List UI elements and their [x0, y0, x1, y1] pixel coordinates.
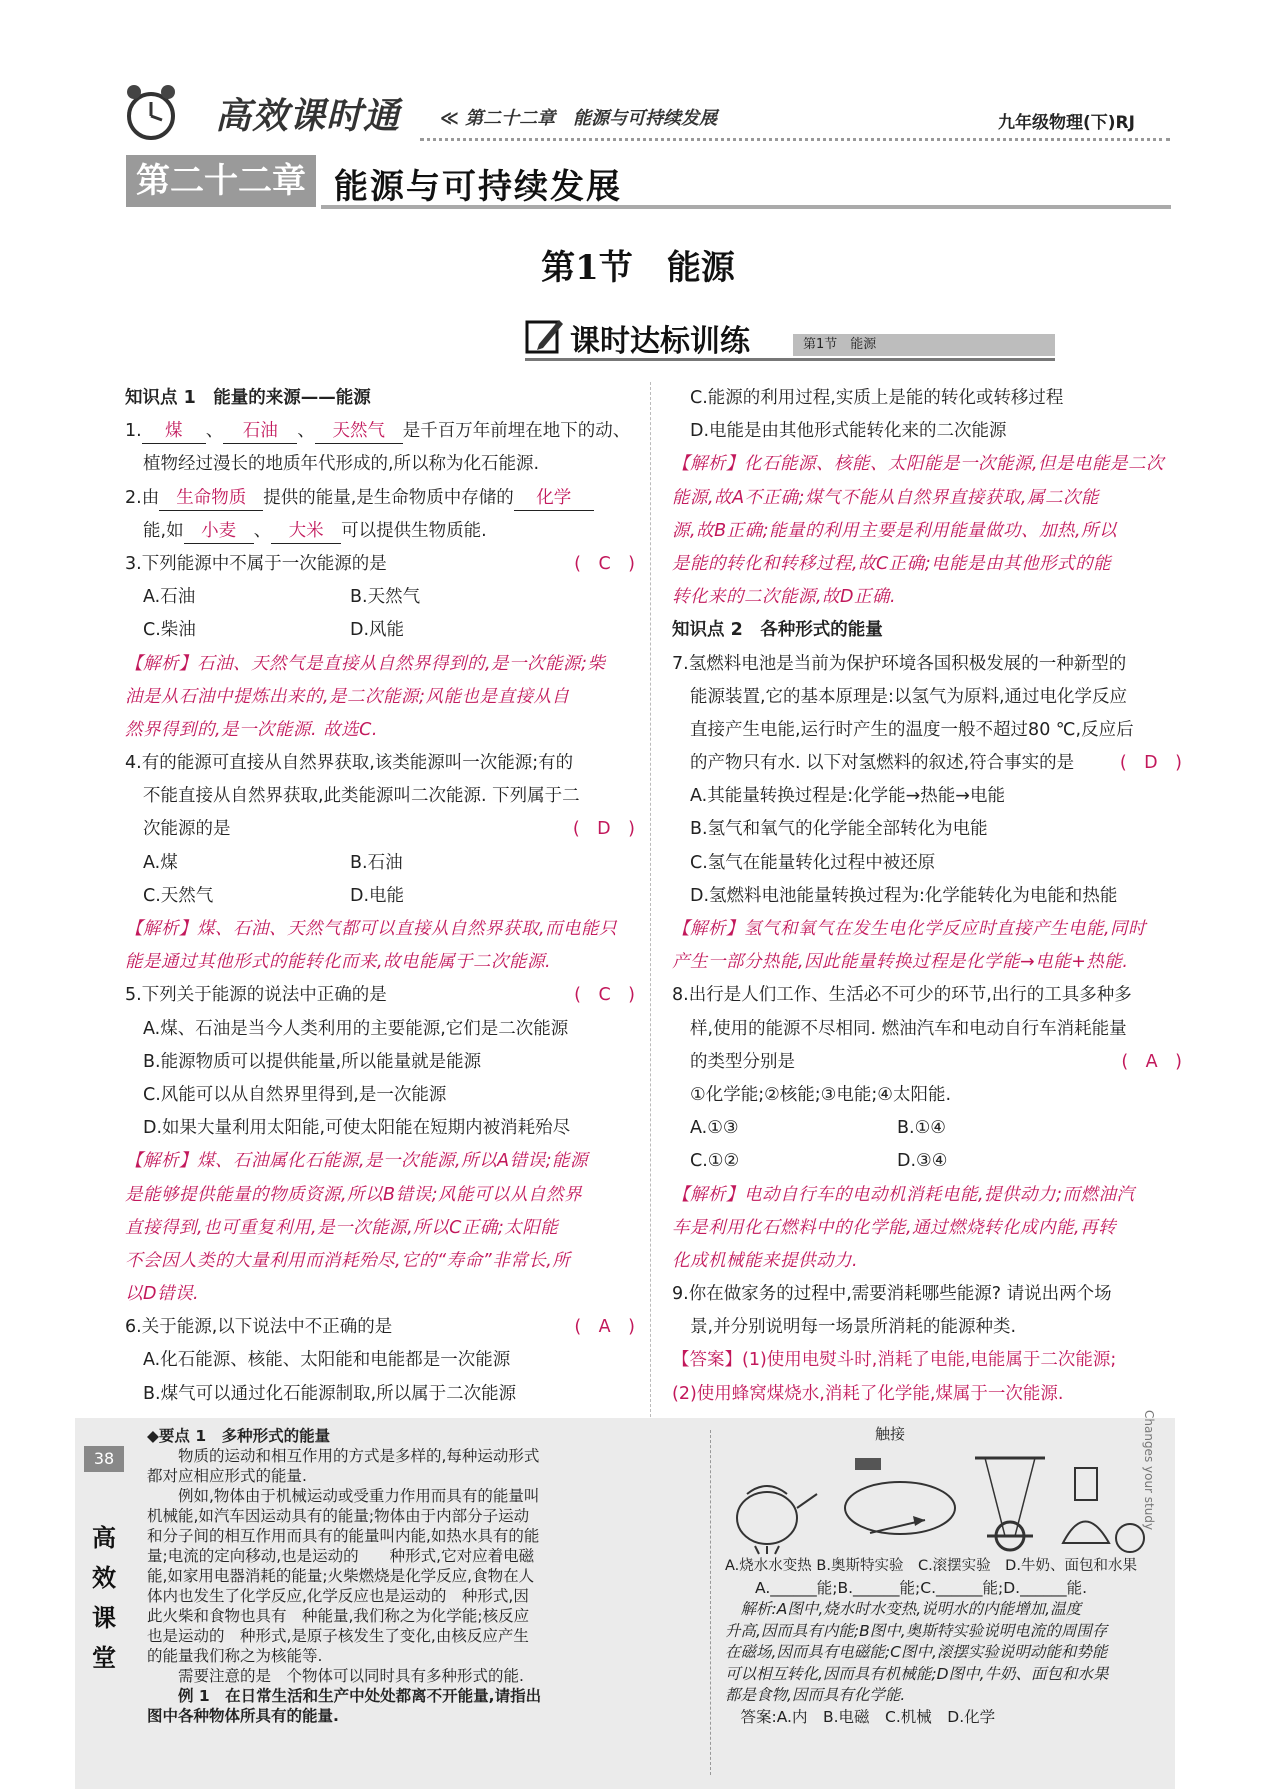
option-b: B.煤气可以通过化石能源制取,所以属于二次能源 [143, 1383, 517, 1404]
question-5: 5.下列关于能源的说法中正确的是 ( C ) [125, 979, 635, 1012]
question-7: 7.氢燃料电池是当前为保护环境各国积极发展的一种新型的 [672, 653, 1127, 674]
blank-4: 大米 [271, 519, 341, 544]
question-4-line: 次能源的是 ( D ) [125, 813, 635, 846]
option-c: C.柴油 [143, 620, 196, 641]
section-title: 第1节 能源 [541, 248, 735, 288]
knowledge-point-2: 知识点 2 各种形式的能量 [672, 620, 883, 641]
question-1: 1. 煤 、 石油 、 天然气 是千百万年前埋在地下的动、 [125, 415, 635, 448]
question-9: 9.你在做家务的过程中,需要消耗哪些能源? 请说出两个场 [672, 1284, 1112, 1305]
solution-line: 可以相互转化,因而具有机械能;D图中,牛奶、面包和水果 [725, 1664, 1109, 1683]
question-8-line: 样,使用的能源不尽相同. 燃油汽车和电动自行车消耗能量 [690, 1018, 1127, 1039]
option-a: A.煤 [143, 852, 178, 873]
chapter-title: 能源与可持续发展 [334, 167, 622, 207]
side-char: 高 [92, 1524, 116, 1552]
blank-3: 小麦 [184, 519, 254, 544]
question-7-line: 能源装置,它的基本原理是:以氢气为原料,通过电化学反应 [690, 686, 1128, 707]
explanation-line: 能源,故A不正确;煤气不能从自然界直接获取,属二次能 [672, 487, 1099, 508]
answer: ( D ) [572, 819, 635, 840]
header-divider [420, 138, 1170, 141]
pencil-icon [525, 316, 565, 356]
option-a: A.①③ [690, 1118, 739, 1139]
text-line: 的能量我们称之为核能等. [147, 1647, 323, 1665]
option-b: B.①④ [897, 1118, 946, 1139]
experiments-illustration-icon [725, 1438, 1165, 1556]
key-point-text [147, 1426, 692, 1726]
header-grade: 九年级物理(下)RJ [998, 113, 1135, 133]
figure-blanks: A.______能;B.______能;C.______能;D.______能. [755, 1578, 1088, 1597]
question-2: 2.由 生命物质 提供的能量,是生命物质中存储的 化学 [125, 482, 635, 515]
header-chapter-ref: ≪ 第二十二章 能源与可持续发展 [440, 108, 718, 129]
side-char: 堂 [92, 1644, 116, 1672]
solution-line: 在磁场,因而具有电磁能;C图中,滚摆实验说明动能和势能 [725, 1643, 1108, 1661]
text-line: 也是运动的 种形式,是原子核发生了变化,由核反应产生 [147, 1627, 529, 1645]
option-d: D.电能 [350, 885, 405, 906]
explanation-line: 是能的转化和转移过程,故C正确;电能是由其他形式的能 [672, 553, 1112, 574]
option-d: D.电能是由其他形式能转化来的二次能源 [690, 421, 1007, 442]
question-7-line: 的产物只有水. 以下对氢燃料的叙述,符合事实的是 ( D ) [672, 747, 1182, 780]
explanation-line: 产生一部分热能,因此能量转换过程是化学能→电能+热能. [672, 952, 1129, 973]
figure-label-touch: 触接 [875, 1425, 906, 1443]
energy-types: ①化学能;②核能;③电能;④太阳能. [690, 1084, 952, 1105]
question-1-line2: 植物经过漫长的地质年代形成的,所以称为化石能源. [143, 454, 540, 475]
question-8-line: 的类型分别是 ( A ) [672, 1046, 1182, 1079]
blank-2: 石油 [223, 419, 297, 444]
explanation-line: 车是利用化石燃料中的化学能,通过燃烧转化成内能,再转 [672, 1217, 1117, 1238]
figure-captions: A.烧水水变热 B.奥斯特实验 C.滚摆实验 D.牛奶、面包和水果 [725, 1558, 1137, 1574]
text-line: 此火柴和食物也具有 种能量,我们称之为化学能;核反应 [147, 1607, 530, 1625]
explanation-line: 转化来的二次能源,故D正确. [672, 587, 897, 608]
option-d: D.③④ [897, 1151, 948, 1172]
question-9-line: 景,并分别说明每一场景所消耗的能源种类. [690, 1317, 1017, 1338]
explanation-line: 【解析】电动自行车的电动机消耗电能,提供动力;而燃油汽 [672, 1184, 1135, 1205]
banner-title: 课时达标训练 [570, 324, 750, 359]
option-d: D.如果大量利用太阳能,可使太阳能在短期内被消耗殆尽 [143, 1118, 571, 1139]
chapter-rule [321, 205, 1171, 209]
explanation-line: 以D错误. [125, 1284, 200, 1305]
options-row [125, 847, 635, 880]
option-c: C.氢气在能量转化过程中被还原 [690, 852, 936, 873]
example-figure-panel [725, 1424, 1165, 1728]
answer-line: 【答案】(1)使用电熨斗时,消耗了电能,电能属于二次能源; [672, 1350, 1117, 1371]
option-a: A.其能量转换过程是:化学能→热能→电能 [690, 786, 1005, 807]
example-line: 例 1 在日常生活和生产中处处都离不开能量,请指出 [147, 1687, 542, 1705]
explanation-line: 然界得到的,是一次能源. 故选C. [125, 719, 378, 740]
option-b: B.能源物质可以提供能量,所以能量就是能源 [143, 1051, 482, 1072]
option-c: C.①② [690, 1151, 740, 1172]
options-row [672, 1145, 1182, 1178]
question-8: 8.出行是人们工作、生活必不可少的环节,出行的工具多种多 [672, 985, 1132, 1006]
page-header [120, 80, 1170, 150]
page-tab [79, 1428, 129, 1778]
option-d: D.风能 [350, 620, 405, 641]
exercise-banner [525, 316, 1055, 360]
key-point-title: ◆要点 1 多种形式的能量 [147, 1427, 331, 1445]
answer: ( A ) [1121, 1051, 1182, 1072]
answer: ( D ) [1119, 753, 1182, 774]
explanation-line: 能是通过其他形式的能转化而来,故电能属于二次能源. [125, 952, 552, 973]
text-line: 都对应相应形式的能量. [147, 1467, 307, 1485]
text-line: 需要注意的是 个物体可以同时具有多种形式的能. [147, 1667, 524, 1685]
option-a: A.石油 [143, 587, 196, 608]
explanation-line: 直接得到,也可重复利用,是一次能源,所以C正确;太阳能 [125, 1217, 559, 1238]
answer-line: 答案:A.内 B.电磁 C.机械 D.化学 [725, 1707, 996, 1726]
column-divider [650, 382, 651, 1422]
options-row [125, 581, 635, 614]
explanation-line: 【解析】石油、天然气是直接从自然界得到的,是一次能源;柴 [125, 653, 606, 674]
explanation-line: 【解析】煤、石油、天然气都可以直接从自然界获取,而电能只 [125, 919, 618, 939]
answer: ( A ) [574, 1317, 635, 1338]
blank-2: 化学 [514, 486, 594, 511]
text-line: 和分子间的相互作用而具有的能量叫内能,如热水具有的能 [147, 1527, 540, 1545]
option-d: D.氢燃料电池能量转换过程为:化学能转化为电能和热能 [690, 885, 1118, 906]
text-line: 机械能,如汽车因运动具有的能量;物体由于内部分子运动 [147, 1507, 530, 1525]
explanation-line: 【解析】氢气和氧气在发生电化学反应时直接产生电能,同时 [672, 919, 1147, 939]
text-line: 量;电流的定向移动,也是运动的 种形式,它对应着电磁 [147, 1547, 535, 1565]
side-char: 效 [92, 1564, 116, 1592]
side-char: 课 [92, 1604, 116, 1632]
panel-divider [710, 1430, 711, 1775]
chapter-band [126, 155, 1171, 213]
question-3: 3.下列能源中不属于一次能源的是 ( C ) [125, 548, 635, 581]
question-4-line: 不能直接从自然界获取,此类能源叫二次能源. 下列属于二 [143, 786, 580, 807]
banner-rule [525, 358, 1055, 361]
answer-line: (2)使用蜂窝煤烧水,消耗了化学能,煤属于一次能源. [672, 1383, 1064, 1404]
question-6: 6.关于能源,以下说法中不正确的是 ( A ) [125, 1311, 635, 1344]
options-row [672, 1112, 1182, 1145]
text-line: 能,如家用电器消耗的能量;火柴燃烧是化学反应,食物在人 [147, 1567, 535, 1585]
option-c: C.风能可以从自然界里得到,是一次能源 [143, 1084, 447, 1105]
knowledge-point-1: 知识点 1 能量的来源——能源 [125, 388, 371, 408]
option-c: C.能源的利用过程,实质上是能的转化或转移过程 [690, 388, 1064, 408]
text-line: 体内也发生了化学反应,化学反应也是运动的 种形式,因 [147, 1587, 529, 1605]
banner-subtitle: 第1节 能源 [793, 334, 1055, 356]
solution-line: 升高,因而具有内能;B图中,奥斯特实验说明电流的周围存 [725, 1621, 1108, 1640]
answer: ( C ) [574, 553, 635, 574]
left-column [125, 382, 635, 1411]
side-label [84, 1518, 124, 1678]
answer: ( C ) [574, 985, 635, 1006]
solution-line: 都是食物,因而具有化学能. [725, 1686, 906, 1704]
explanation-line: 油是从石油中提炼出来的,是二次能源;风能也是直接从自 [125, 686, 570, 707]
blank-3: 天然气 [315, 419, 403, 444]
option-a: A.煤、石油是当今人类利用的主要能源,它们是二次能源 [143, 1018, 569, 1039]
right-column [672, 382, 1182, 1411]
experiment-figure [725, 1424, 1165, 1556]
options-row [125, 880, 635, 913]
option-c: C.天然气 [143, 885, 214, 906]
option-b: B.石油 [350, 852, 403, 873]
alarm-clock-icon [120, 82, 182, 144]
example-line: 图中各种物体所具有的能量. [147, 1707, 339, 1725]
options-row [125, 614, 635, 647]
explanation-line: 源,故B正确;能量的利用主要是利用能量做功、加热,所以 [672, 520, 1118, 541]
option-b: B.氢气和氧气的化学能全部转化为电能 [690, 819, 988, 840]
question-4: 4.有的能源可直接从自然界获取,该类能源叫一次能源;有的 [125, 753, 574, 774]
option-a: A.化石能源、核能、太阳能和电能都是一次能源 [143, 1350, 511, 1371]
text-line: 例如,物体由于机械运动或受重力作用而具有的能量叫 [147, 1487, 540, 1505]
vertical-slogan: Changes your study [1142, 1410, 1156, 1531]
explanation-line: 不会因人类的大量利用而消耗殆尽,它的“寿命”非常长,所 [125, 1250, 571, 1271]
text-line: 物质的运动和相互作用的方式是多样的,每种运动形式 [147, 1447, 540, 1465]
blank-1: 煤 [142, 419, 206, 444]
option-b: B.天然气 [350, 587, 421, 608]
explanation-line: 是能够提供能量的物质资源,所以B错误;风能可以从自然界 [125, 1184, 582, 1205]
blank-1: 生命物质 [159, 486, 263, 511]
explanation-line: 【解析】化石能源、核能、太阳能是一次能源,但是电能是二次 [672, 454, 1165, 475]
bottom-study-panel [75, 1418, 1175, 1789]
page-number: 38 [84, 1446, 124, 1472]
question-2-line2: 能,如 小麦 、 大米 可以提供生物质能. [125, 515, 635, 548]
question-7-line: 直接产生电能,运行时产生的温度一般不超过80 ℃,反应后 [690, 719, 1134, 740]
explanation-line: 【解析】煤、石油属化石能源,是一次能源,所以A错误;能源 [125, 1151, 588, 1172]
chapter-number: 第二十二章 [126, 155, 316, 207]
brand-logo: 高效课时通 [215, 96, 401, 137]
explanation-line: 化成机械能来提供动力. [672, 1250, 859, 1271]
solution-line: 解析:A图中,烧水时水变热,说明水的内能增加,温度 [725, 1600, 1082, 1618]
